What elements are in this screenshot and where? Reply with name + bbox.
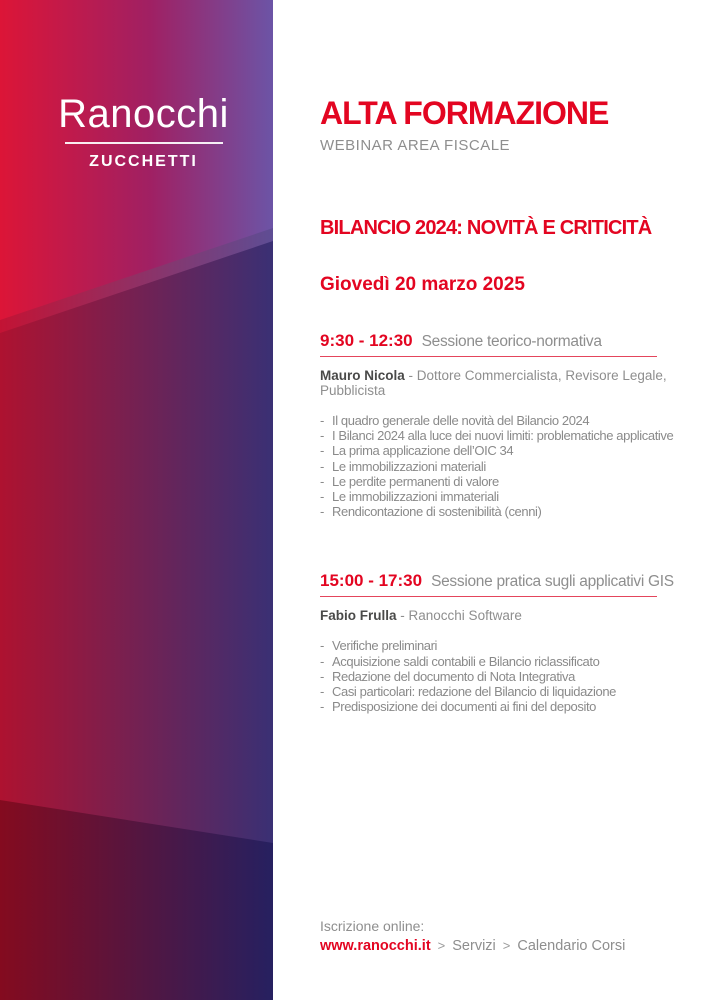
topic-item [320, 413, 707, 428]
brand-logo-rule [65, 142, 223, 144]
speaker-line [320, 368, 682, 398]
dash-bullet: - [320, 653, 324, 669]
session-name: Sessione pratica sugli applicativi GIS [431, 573, 674, 591]
topic-text: Le perdite permanenti di valore [332, 473, 499, 489]
topic-item [320, 654, 707, 669]
session-heading [320, 332, 707, 351]
speaker-role: - Ranocchi Software [400, 608, 522, 624]
topic-item [320, 489, 707, 504]
session-heading [320, 572, 707, 591]
dash-bullet: - [320, 473, 324, 489]
topic-text: La prima applicazione dell’OIC 34 [332, 443, 514, 459]
speaker-role: - Dottore Commercialista, Revisore Legale, Pubblicista [320, 368, 667, 398]
brand-sidebar [0, 0, 273, 1000]
chevron-right-icon: > [502, 938, 511, 953]
program-title: ALTA FORMAZIONE [320, 95, 609, 131]
registration-path [320, 937, 625, 955]
registration-footer [320, 918, 625, 955]
brand-logo [0, 94, 273, 171]
topic-text: Casi particolari: redazione del Bilancio di liquidazione [332, 684, 616, 700]
brand-wordmark: Ranocchi [58, 92, 229, 136]
topic-item [320, 428, 707, 443]
program-subtitle: WEBINAR AREA FISCALE [320, 137, 511, 154]
topic-item [320, 443, 707, 458]
brand-subwordmark: ZUCCHETTI [89, 153, 198, 170]
topic-text: I Bilanci 2024 alla luce dei nuovi limiti: problematiche applicative [332, 428, 674, 444]
path-item-calendario: Calendario Corsi [517, 938, 626, 954]
topic-item [320, 474, 707, 489]
speaker-line [320, 608, 682, 623]
dash-bullet: - [320, 699, 324, 715]
session-divider [320, 596, 657, 597]
event-date: Giovedì 20 marzo 2025 [320, 274, 525, 295]
topic-item [320, 699, 707, 714]
speaker-name: Fabio Frulla [320, 608, 397, 624]
topic-text: Redazione del documento di Nota Integrativa [332, 668, 575, 684]
speaker-name: Mauro Nicola [320, 368, 405, 383]
session-topics [320, 638, 707, 714]
topic-text: Il quadro generale delle novità del Bilancio 2024 [332, 413, 590, 428]
registration-label: Iscrizione online: [320, 918, 425, 934]
session-time: 9:30 - 12:30 [320, 331, 413, 350]
dash-bullet: - [320, 413, 324, 428]
dash-bullet: - [320, 504, 324, 520]
session-time: 15:00 - 17:30 [320, 571, 423, 591]
session-afternoon [320, 572, 707, 714]
topic-item [320, 669, 707, 684]
topic-item [320, 459, 707, 474]
topic-item [320, 684, 707, 699]
session-divider [320, 356, 657, 357]
event-title: BILANCIO 2024: NOVITÀ E CRITICITÀ [320, 217, 652, 239]
session-morning [320, 332, 707, 519]
topic-text: Rendicontazione di sostenibilità (cenni) [332, 504, 542, 520]
session-topics [320, 413, 707, 519]
session-name: Sessione teorico-normativa [421, 333, 602, 350]
topic-item [320, 638, 707, 653]
website-link[interactable]: www.ranocchi.it [320, 938, 431, 954]
topic-text: Le immobilizzazioni materiali [332, 458, 486, 474]
dash-bullet: - [320, 458, 324, 474]
dash-bullet: - [320, 489, 324, 505]
topic-item [320, 504, 707, 519]
path-item-servizi: Servizi [452, 938, 496, 954]
topic-text: Acquisizione saldi contabili e Bilancio riclassificato [332, 653, 600, 669]
dash-bullet: - [320, 684, 324, 700]
topic-text: Predisposizione dei documenti ai fini del deposito [332, 699, 597, 715]
topic-text: Verifiche preliminari [332, 638, 438, 654]
dash-bullet: - [320, 428, 324, 444]
dash-bullet: - [320, 443, 324, 459]
dash-bullet: - [320, 638, 324, 654]
topic-text: Le immobilizzazioni immateriali [332, 489, 499, 505]
chevron-right-icon: > [437, 938, 446, 953]
flyer-content [320, 0, 707, 714]
dash-bullet: - [320, 668, 324, 684]
